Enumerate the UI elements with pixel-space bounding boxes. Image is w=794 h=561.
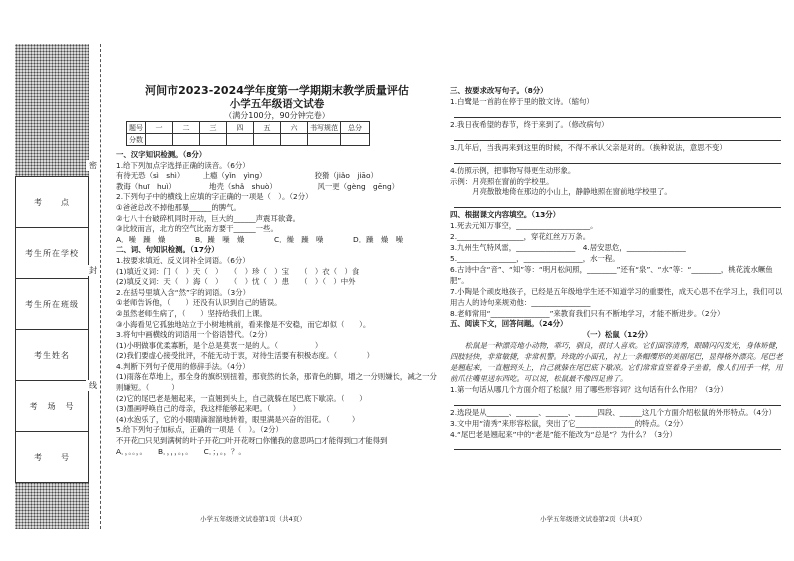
question-line: ③小海看见它孤独地站立于小树地桃前，看来像是不安稳，而它却似（ ）。 xyxy=(116,319,371,329)
question-line: (2)它的尾巴老是翘起来，一直翘到头上，自己就躲在尾巴底下歇凉。（ ） xyxy=(116,393,367,403)
question-line: 1.按要求填近、反义词补全词语。（6分） xyxy=(116,255,250,265)
field-room[interactable]: 考 场 号 xyxy=(16,381,89,432)
footer-page-2: 小学五年级语文试卷第2页（共4页） xyxy=(540,515,646,523)
question-line: 2.选段是从______、______、______、______四段、______这几个方面介绍松鼠的外形特点。（4分） xyxy=(450,407,776,417)
section-heading: 四、根据课文内容填空。（13分） xyxy=(450,210,561,220)
score-cell[interactable] xyxy=(341,134,370,146)
field-exam-site[interactable]: 考 点 xyxy=(16,177,89,228)
score-head-cell: 四 xyxy=(227,122,254,134)
seal-label-xian: 线 xyxy=(86,380,100,391)
score-cell[interactable] xyxy=(227,134,254,146)
question-line: 5.给下列句子加标点，正确的一项是（ ）。（2分） xyxy=(116,425,283,435)
seal-label-feng: 封 xyxy=(86,265,100,276)
question-line: (2)我们要虚心接受批评，不能无动于衷，对待生活要有积极态度。（ ） xyxy=(116,351,375,361)
score-cell[interactable] xyxy=(200,134,227,146)
answer-line[interactable] xyxy=(454,154,781,164)
score-head-cell: 二 xyxy=(173,122,200,134)
section-heading: 三、按要求改写句子。（8分） xyxy=(450,86,548,95)
question-line: 4.“尾巴老是翘起来”中的“老是”能不能改为“总是”？为什么？（3分） xyxy=(450,429,677,439)
question-line: 有待无恐（sì shì） 上瘾（yǐn yìng） 狡猾（jiǎo jiāo） xyxy=(116,171,378,181)
left-page-content xyxy=(116,150,438,457)
question-line: A．，。。，。 B．，，，。，。 C．；，。，？。 xyxy=(116,446,246,456)
question-line: 1.白鹭是一首韵在停于里的散文诗。（缩句） xyxy=(450,96,594,106)
question-line: 4.仿照示例，把事物写得更生动形象。 xyxy=(450,165,576,175)
answer-line[interactable] xyxy=(454,108,781,118)
score-head-cell: 五 xyxy=(254,122,281,134)
score-head-cell: 书写规范 xyxy=(308,122,341,134)
score-head-cell: 题号 xyxy=(127,122,146,134)
question-line: (2)填反义词：天（ ）海（ ） （ ）忧（ ）患 （ ）（ ）中外 xyxy=(116,277,356,287)
question-line: 2.__________________，穿花红丝万万条。 xyxy=(450,232,591,242)
seal-line xyxy=(100,44,101,529)
footer-page-1: 小学五年级语文试卷第1页（共4页） xyxy=(200,515,306,523)
answer-line[interactable] xyxy=(454,440,781,450)
score-cell[interactable] xyxy=(173,134,200,146)
answer-line[interactable] xyxy=(454,131,781,141)
exam-note: （满分100分，90分钟完卷） xyxy=(224,111,330,120)
score-cell[interactable] xyxy=(281,134,308,146)
score-cell[interactable] xyxy=(146,134,173,146)
score-head-cell: 三 xyxy=(200,122,227,134)
question-line: 5.________________，________________，水一程。 xyxy=(450,253,620,263)
field-class[interactable]: 考生所在班级 xyxy=(16,279,89,330)
score-row-label: 分数 xyxy=(127,134,146,146)
question-line: (1)小明做事优柔寡断，是个总是莫衷一是的人。（ ） xyxy=(116,340,323,350)
section-heading: 五、阅读下文，回答问题。（24分） xyxy=(450,319,568,329)
question-line: 教诲（huī huì） 地壳（shǎ shuò） 风一更（gèng gēng） xyxy=(116,181,400,191)
question-line: 7.小陶是个顽皮地孩子，已经是五年级地学生还不知道学习的重要性，成天心思不在学习上，我们可以用古人的诗句来规劝他：________________ xyxy=(450,286,783,307)
score-cell[interactable] xyxy=(308,134,341,146)
question-line: 2.我日夜希望的春节，终于来到了。（修改病句） xyxy=(450,119,609,129)
answer-line[interactable] xyxy=(454,396,781,406)
field-name[interactable]: 考生姓名 xyxy=(16,330,89,381)
question-line: 月亮散散地倚在那边的小山上，静静地照在窗前地学校里了。 xyxy=(450,187,672,197)
passage-title: （一）松鼠（12分） xyxy=(582,330,653,340)
question-line: 3.九州生气特风雷，________________ 4.居安思危，________________ xyxy=(450,243,686,253)
field-number[interactable]: 考 号 xyxy=(16,432,89,483)
section-heading: 一、汉字知识检测。（8分） xyxy=(116,150,207,159)
question-line: 1.给下列加点字选择正确的读音。（6分） xyxy=(116,160,250,170)
question-line: 示例：月亮照在窗前的学校里。 xyxy=(450,176,554,186)
question-line: A．噪 躁 燥 B．躁 噪 燥 C．燥 躁 噪 D．躁 燥 噪 xyxy=(116,234,404,244)
question-line: 3.文中用“清秀”来形容松鼠，突出了它________________的特点。（2分） xyxy=(450,418,688,428)
question-line: (4)水泡乐了，它的小眼睛滴溜溜地转着，眼里满是兴奋的泪花。（ ） xyxy=(116,414,360,424)
exam-subtitle: 小学五年级语文试卷 xyxy=(229,98,325,110)
question-line: (3)墨画呼唤自己的母亲，我这样能够起来吧。（ ） xyxy=(116,404,301,414)
question-line: 1.死去元知万事空，____________________。 xyxy=(450,221,598,231)
section-heading: 二、词、句知识检测。（17分） xyxy=(116,245,219,255)
answer-line[interactable] xyxy=(454,198,781,208)
score-head-cell: 总分 xyxy=(341,122,370,134)
seal-label-mi: 密 xyxy=(86,160,100,171)
question-line: 4.判断下列句子使用的修辞手法。（4分） xyxy=(116,361,250,371)
question-line: (1)雨落在草地上，那全身的旗织别扭着，那衰然的长条，那青色的脚，增之一分则嫌长，减之一分则嫌短。（ ） xyxy=(116,372,437,393)
question-line: 8.老师常用“________________”来教育我们只有不断地学习，才能不断进步。（2分） xyxy=(450,308,725,318)
question-line: 3.几年后，当我再来到这里的时候，不得不承认父亲是对的。（换种说法，意思不变） xyxy=(450,142,727,152)
question-line: 2.在括号里填入含“然”字的词语。（3分） xyxy=(116,287,250,297)
right-page-content xyxy=(450,86,785,452)
score-head-cell: 一 xyxy=(146,122,173,134)
score-cell[interactable] xyxy=(254,134,281,146)
question-line: ②虽然老师生病了，（ ）坚持给我们上课。 xyxy=(116,308,267,318)
passage-text: 松鼠是一种漂亮地小动物，乖巧，驯良，很讨人喜欢。它们面容清秀，眼睛闪闪发光，身体矫健，四肢轻快，非常敏捷，非常机警。玲珑的小面孔，衬上一条帽缨形的美丽尾巴，显得格外漂亮。尾巴老是翘起来，一直翘到头上，自己就躲在尾巴底下歇凉。它们常常直竖着身子坐着，像人们用手一样，用前爪往嘴里送东西吃。可以说，松鼠最不像四足兽了。 xyxy=(450,341,783,383)
question-line: 不开花□只见到满树的叶子开花□叶开花呀□你懂我的意思吗□才能得到□才能得到 xyxy=(116,436,388,446)
student-info-table xyxy=(15,176,89,483)
question-line: ②七八十台破碎机同时开动，巨大的______声震耳欲聋。 xyxy=(116,213,301,223)
question-line: (1)填近义词：门（ ）天（ ） （ ）珍（ ）宝 （ ）衣（ ）食 xyxy=(116,266,360,276)
question-line: ①爸爸总改不掉他那暴______的脾气。 xyxy=(116,202,241,212)
score-table xyxy=(126,121,370,146)
question-line: ③比较而言，北方的空气比南方要干______一些。 xyxy=(116,224,278,234)
field-school[interactable]: 考生所在学校 xyxy=(16,228,89,279)
question-line: 2.下列句子中的横线上应填的字正确的一项是（ ）。（2分） xyxy=(116,192,313,202)
question-line: 1.第一句话从哪几个方面介绍了松鼠？用了哪些形容词？这句话有什么作用？（3分） xyxy=(450,384,728,394)
score-head-cell: 六 xyxy=(281,122,308,134)
exam-title: 河间市2023-2024学年度第一学期期末教学质量评估 xyxy=(145,84,409,97)
question-line: 6.古诗中含“音”、“知”等：“明月松间照，________”还有“泉”、“水”等：“________，桃花流水鳜鱼肥”。 xyxy=(450,264,773,285)
question-line: 3.将句中画横线的词语用一个俗语替代。（2分） xyxy=(116,330,272,340)
question-line: ①老师告诉他，（ ）还没有认识到自己的错误。 xyxy=(116,298,282,308)
